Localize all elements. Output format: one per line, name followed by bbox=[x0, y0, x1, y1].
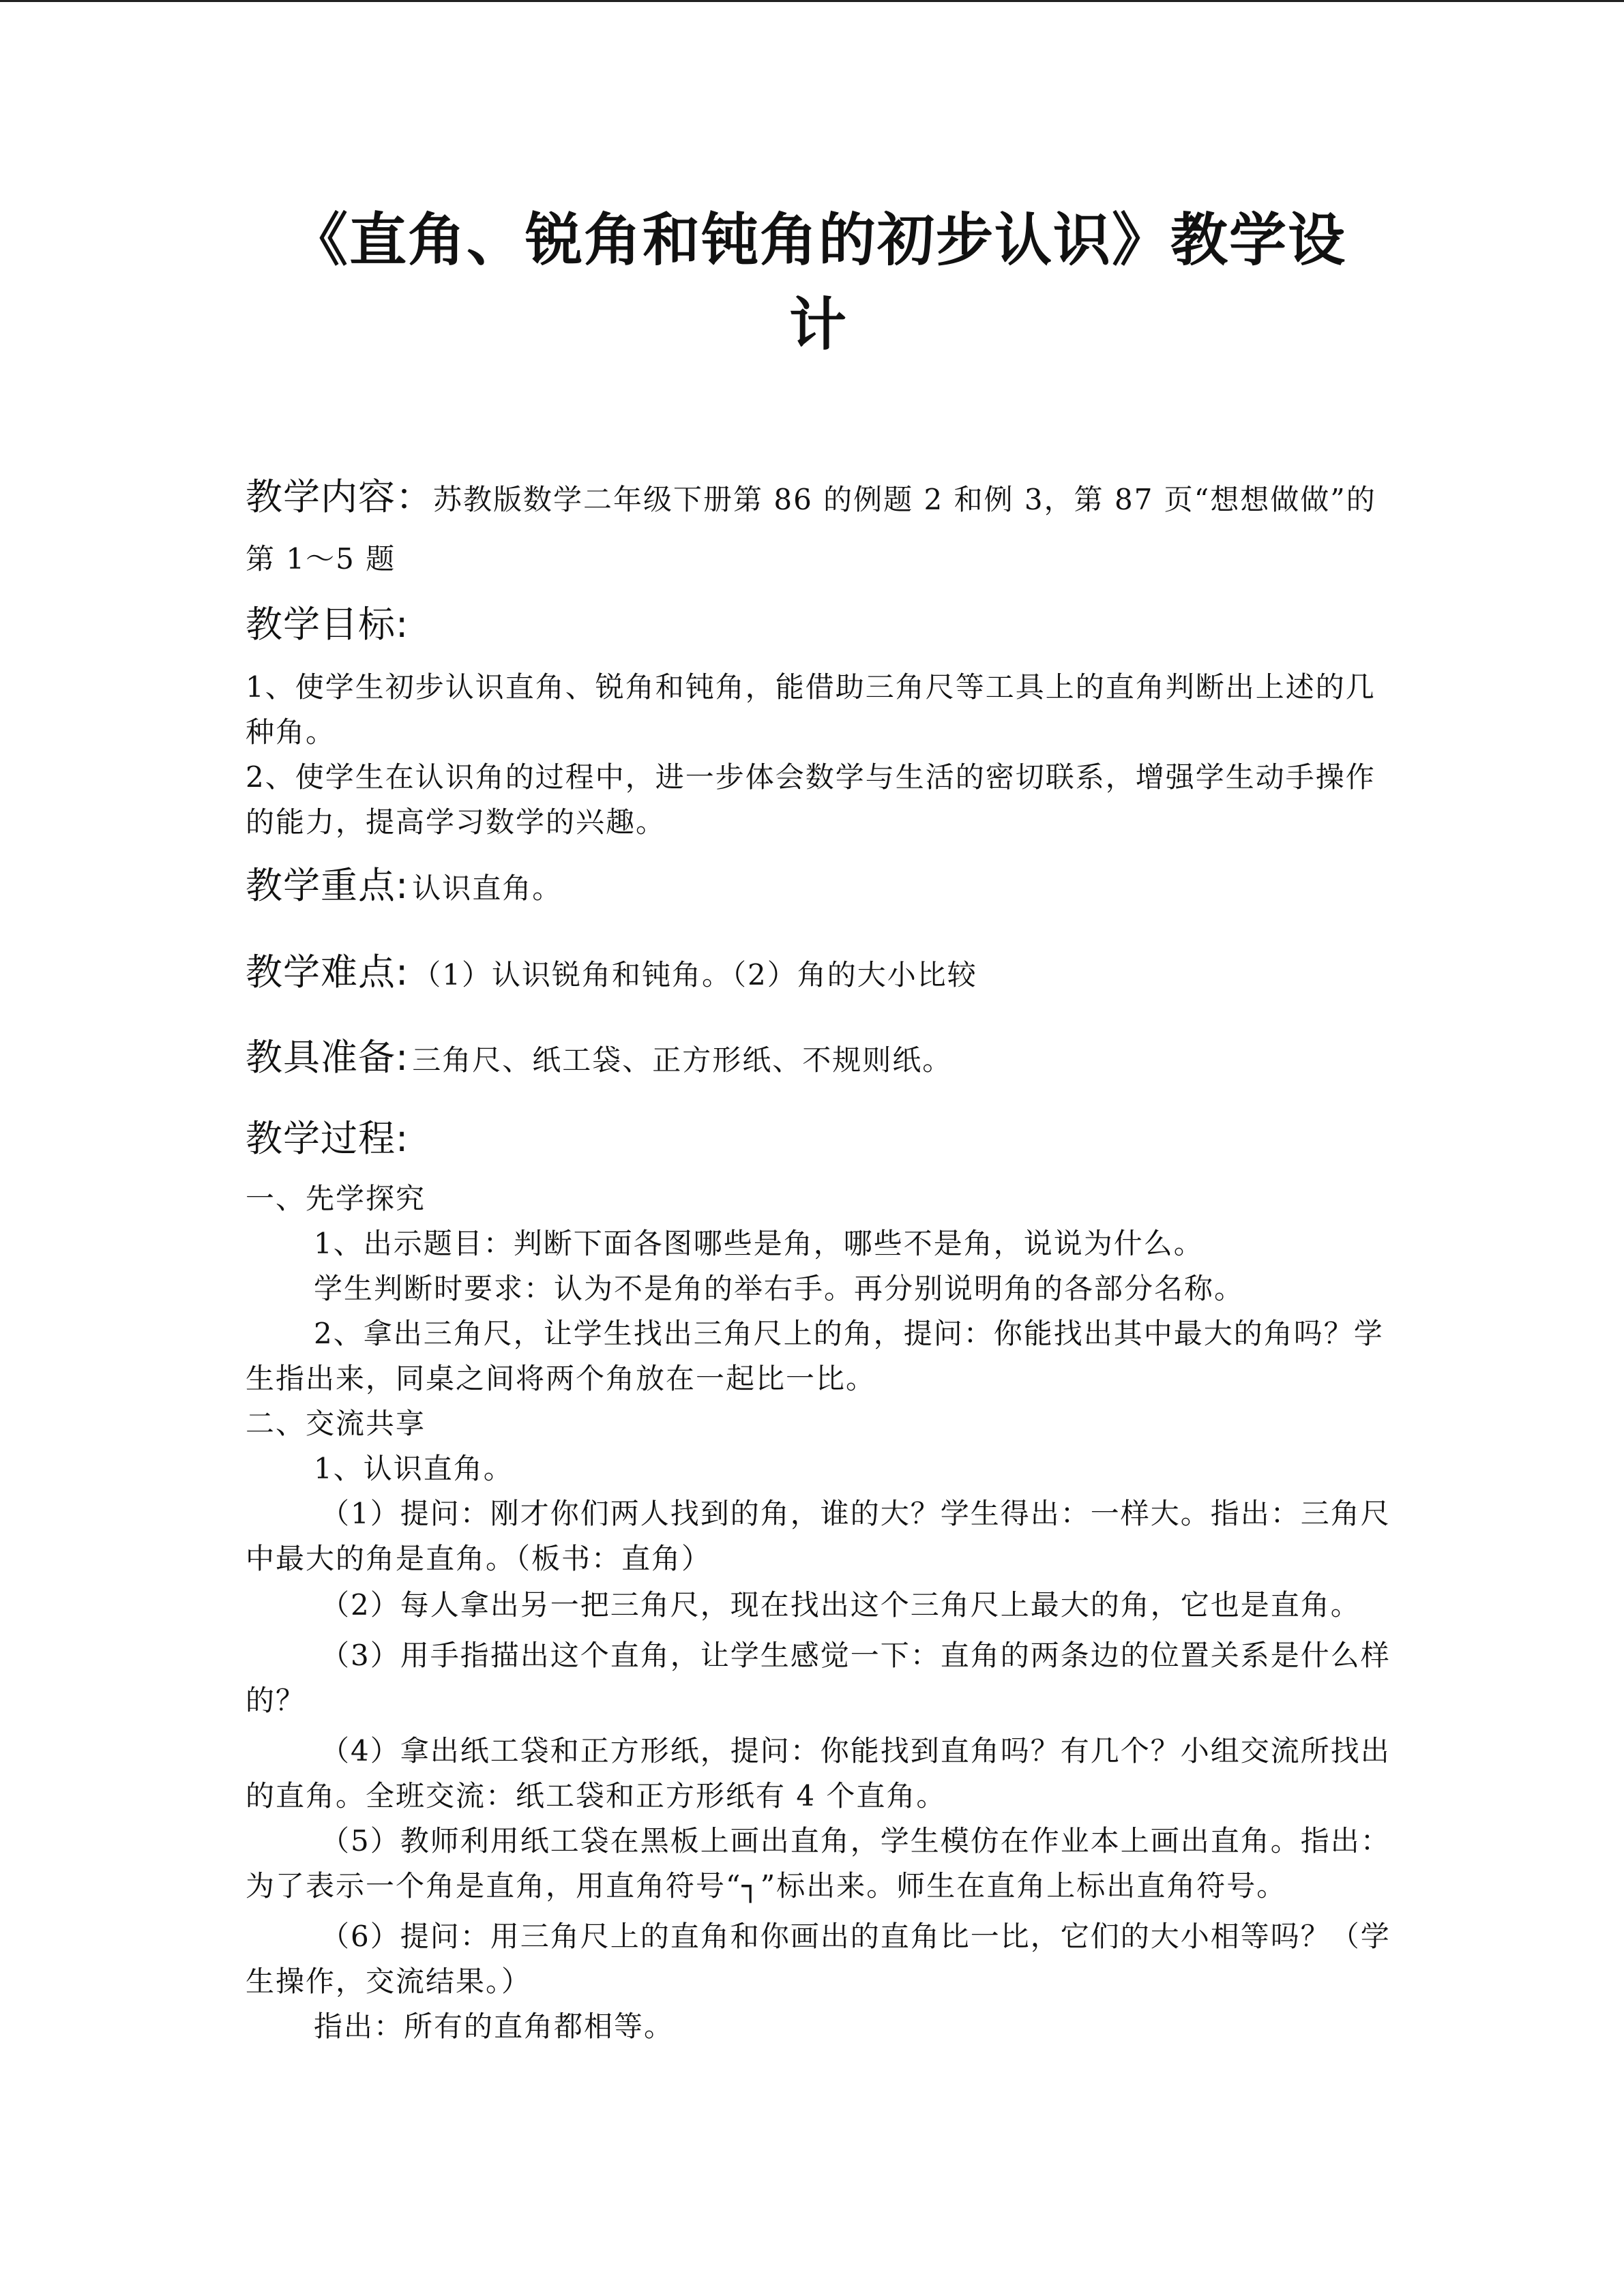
title-line-2: 计 bbox=[788, 291, 848, 358]
part2-item-5: （5）教师利用纸工袋在黑板上画出直角，学生模仿在作业本上画出直角。指出：为了表示一个角是直角，用直角符号“┐”标出来。师生在直角上标出直角符号。 bbox=[246, 1824, 1391, 1903]
difficulty-label: 教学难点: bbox=[246, 951, 409, 994]
key-point-label: 教学重点: bbox=[246, 864, 409, 907]
tools-text: 三角尺、纸工袋、正方形纸、不规则纸。 bbox=[412, 1043, 953, 1077]
part1-item-3: 2、拿出三角尺，让学生找出三角尺上的角，提问：你能找出其中最大的角吗？学生指出来，同桌之间将两个角放在一起比一比。 bbox=[246, 1317, 1384, 1395]
goal-item-2: 2、使学生在认识角的过程中，进一步体会数学与生活的密切联系，增强学生动手操作的能力，提高学习数学的兴趣。 bbox=[246, 760, 1376, 839]
content-text: 苏教版数学二年级下册第 86 的例题 2 和例 3，第 87 页“想想做做”的第 1～5 题 bbox=[246, 483, 1376, 576]
part2-item-4: （4）拿出纸工袋和正方形纸，提问：你能找到直角吗？有几个？小组交流所找出的直角。全班交流：纸工袋和正方形纸有 4 个直角。 bbox=[246, 1734, 1391, 1813]
part2-item-6: （6）提问：用三角尺上的直角和你画出的直角比一比，它们的大小相等吗？（学生操作，交流结果。） bbox=[246, 1920, 1391, 1998]
part2-item-1: （1）提问：刚才你们两人找到的角，谁的大？学生得出：一样大。指出：三角尺中最大的角是直角。（板书：直角） bbox=[246, 1497, 1391, 1575]
title-line-1: 《直角、锐角和钝角的初步认识》教学设 bbox=[290, 207, 1346, 273]
goal-item-1: 1、使学生初步认识直角、锐角和钝角，能借助三角尺等工具上的直角判断出上述的几种角。 bbox=[246, 670, 1376, 749]
top-border-line bbox=[0, 0, 1624, 2]
content-section bbox=[246, 471, 1391, 592]
part2-conclusion: 指出：所有的直角都相等。 bbox=[314, 2010, 675, 2043]
part2-item-3: （3）用手指描出这个直角，让学生感觉一下：直角的两条边的位置关系是什么样的？ bbox=[246, 1639, 1391, 1717]
difficulty-text: （1）认识锐角和钝角。（2）角的大小比较 bbox=[412, 958, 977, 992]
part2-title: 二、交流共享 bbox=[246, 1407, 426, 1440]
content-label: 教学内容： bbox=[246, 475, 433, 518]
key-point-section bbox=[246, 856, 1391, 909]
part2-item-2: （2）每人拿出另一把三角尺，现在找出这个三角尺上最大的角，它也是直角。 bbox=[321, 1588, 1361, 1622]
goals-heading: 教学目标: bbox=[246, 603, 409, 646]
part1-title: 一、先学探究 bbox=[246, 1182, 426, 1215]
difficulty-section bbox=[246, 943, 1391, 996]
tools-label: 教具准备: bbox=[246, 1036, 409, 1079]
process-body bbox=[246, 1176, 1391, 2049]
process-heading: 教学过程: bbox=[246, 1117, 409, 1160]
part1-item-2: 学生判断时要求：认为不是角的举右手。再分别说明角的各部分名称。 bbox=[314, 1272, 1245, 1305]
tools-section bbox=[246, 1028, 1391, 1081]
document-title bbox=[246, 198, 1391, 367]
part1-item-1: 1、出示题目：判断下面各图哪些是角，哪些不是角，说说为什么。 bbox=[314, 1227, 1204, 1260]
goals-list bbox=[246, 665, 1391, 845]
part2-subtitle: 1、认识直角。 bbox=[314, 1452, 514, 1485]
key-point-text: 认识直角。 bbox=[412, 871, 563, 905]
